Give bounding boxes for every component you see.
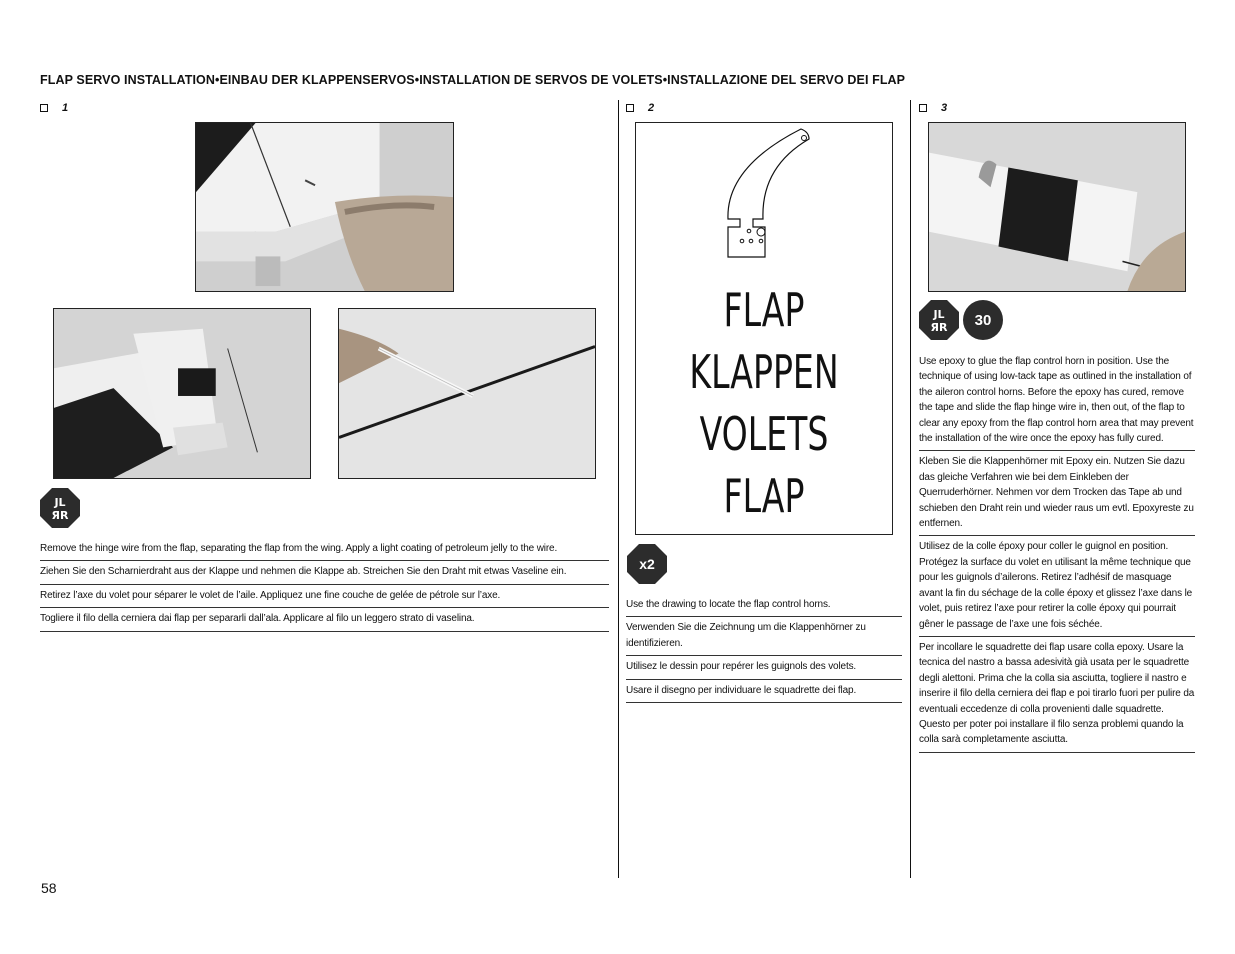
svg-text:x2: x2 bbox=[639, 556, 655, 572]
instruction-italian: Togliere il filo della cerniera dai flap per separarli dall’ala. Applicare al filo un leggero strato di vaselina. bbox=[40, 608, 609, 631]
checkbox-icon[interactable] bbox=[919, 104, 927, 112]
instruction-german: Kleben Sie die Klappenhörner mit Epoxy ein. Nutzen Sie dazu das gleiche Verfahren wie bei dem Einkleben der Querruderhörner. Nehmen vor dem Trocken das Tape ab und schieben den Draht rein und wieder raus um evtl. Epoxyreste zu entfernen. bbox=[919, 451, 1195, 536]
drawing-label-en: FLAP bbox=[723, 283, 805, 337]
step-1-instructions bbox=[40, 538, 609, 632]
drawing-label-de: KLAPPEN bbox=[689, 345, 839, 399]
drawing-label-fr: VOLETS bbox=[699, 407, 829, 461]
instruction-italian: Usare il disegno per individuare le squadrette dei flap. bbox=[626, 680, 902, 703]
step-3-instructions bbox=[919, 351, 1195, 753]
instruction-italian: Per incollare le squadrette dei flap usare colla epoxy. Usare la tecnica del nastro a bassa adesività già usata per le squadrette degli alettoni. Prima che la colla sia asciutta, togliere il nastro e inserire il filo della cerniera dei flap e poi tirarlo fuori per pulire da eventuali eccedenze di colla provenienti dalle squadrette. Questo per poter poi installare il filo senza problemi quando la colla sarà completamente asciutta. bbox=[919, 637, 1195, 753]
svg-text:ЯR: ЯR bbox=[930, 321, 948, 334]
instruction-french: Utilisez de la colle époxy pour coller le guignol en position. Protégez la surface du volet en utilisant la même technique que pour les guignols d’ailerons. Retirez l’adhésif de masquage avant la fin du séchage de la colle époxy et glissez l’axe dans le volet, puis retirez l’axe pour retirer la colle époxy qui pourrait gêner le passage de l’axe une fois séchée. bbox=[919, 536, 1195, 636]
section-title: FLAP SERVO INSTALLATION•EINBAU DER KLAPPENSERVOS•INSTALLATION DE SERVOS DE VOLETS•INSTALLAZIONE DEL SERVO DEI FLAP bbox=[40, 73, 906, 87]
instruction-german: Ziehen Sie den Scharnierdraht aus der Klappe und nehmen die Klappe ab. Streichen Sie den Draht mit etwas Vaseline ein. bbox=[40, 561, 609, 584]
instruction-english: Use the drawing to locate the flap control horns. bbox=[626, 594, 902, 617]
control-horn-outline-icon bbox=[721, 127, 811, 262]
step-number: 2 bbox=[648, 102, 655, 114]
step-3-marker bbox=[919, 102, 947, 114]
instruction-french: Utilisez le dessin pour repérer les guignols des volets. bbox=[626, 656, 902, 679]
step-2-marker bbox=[626, 102, 654, 114]
photo-petroleum-jelly bbox=[338, 308, 596, 479]
step-number: 3 bbox=[941, 102, 948, 114]
pliers-octagon-icon bbox=[919, 300, 959, 340]
column-divider bbox=[910, 100, 911, 878]
svg-text:JL: JL bbox=[933, 308, 945, 321]
column-divider bbox=[618, 100, 619, 878]
svg-text:ЯR: ЯR bbox=[51, 509, 69, 522]
photo-glue-control-horn bbox=[928, 122, 1186, 292]
control-horn-drawing bbox=[635, 122, 893, 535]
instruction-french: Retirez l’axe du volet pour séparer le volet de l’aile. Appliquez une fine couche de gelée de pétrole sur l’axe. bbox=[40, 585, 609, 608]
pliers-octagon-icon bbox=[40, 488, 80, 528]
step-2-instructions bbox=[626, 594, 902, 703]
checkbox-icon[interactable] bbox=[40, 104, 48, 112]
page-number: 58 bbox=[41, 880, 57, 896]
step-1-marker bbox=[40, 102, 68, 114]
drawing-label-it: FLAP bbox=[723, 469, 805, 523]
photo-hinge-wire-removal bbox=[195, 122, 454, 292]
instruction-german: Verwenden Sie die Zeichnung um die Klappenhörner zu identifizieren. bbox=[626, 617, 902, 656]
instruction-english: Use epoxy to glue the flap control horn in position. Use the technique of using low-tack tape as outlined in the installation of the aileron control horns. Before the epoxy has cured, remove the tape and slide the flap hinge wire in, then out, of the flap to clear any epoxy from the flap control horn area that may prevent the installation of the wire once the epoxy has fully cured. bbox=[919, 351, 1195, 451]
quantity-badge bbox=[627, 544, 667, 584]
instruction-english: Remove the hinge wire from the flap, separating the flap from the wing. Apply a light coating of petroleum jelly to the wire. bbox=[40, 538, 609, 561]
svg-text:JL: JL bbox=[54, 496, 66, 509]
cure-time-badge: 30 bbox=[963, 300, 1003, 340]
checkbox-icon[interactable] bbox=[626, 104, 634, 112]
step-number: 1 bbox=[62, 102, 69, 114]
photo-flap-separated bbox=[53, 308, 311, 479]
